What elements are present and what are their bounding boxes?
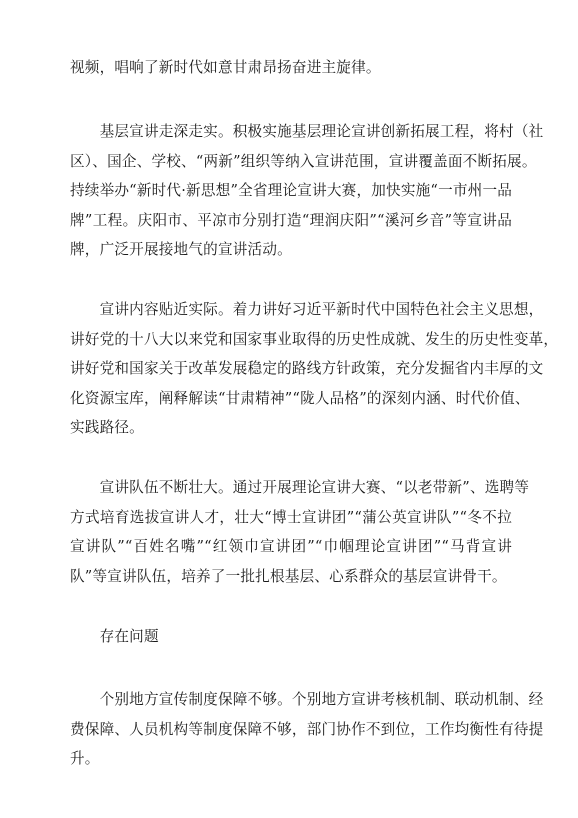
text-line: 牌”工程。庆阳市、平凉市分别打造“理润庆阳”“溪河乡音”等宣讲品 xyxy=(70,211,512,229)
text-line: 个别地方宣传制度保障不够。个别地方宣讲考核机制、联动机制、经 xyxy=(70,691,544,708)
text-line: 实践路径。 xyxy=(70,419,144,437)
text-line: 方式培育选拔宣讲人才，壮大“博士宣讲团”“蒲公英宣讲队”“冬不拉 xyxy=(70,508,512,526)
text-line: 基层宣讲走深走实。积极实施基层理论宣讲创新拓展工程，将村（社 xyxy=(70,123,544,140)
paragraph-grassroots-lectures xyxy=(70,117,544,265)
text-line: 化资源宝库，阐释解读“甘肃精神”“陇人品格”的深刻内涵、时代价值、 xyxy=(70,389,530,407)
paragraph-continuation xyxy=(70,53,512,83)
text-line: 牌，广泛开展接地气的宣讲活动。 xyxy=(70,241,292,259)
text-line: 升。 xyxy=(70,750,100,768)
paragraph-lecture-team xyxy=(70,473,530,591)
text-line: 宣讲队”“百姓名嘴”“红领巾宣讲团”“巾帼理论宣讲团”“马背宣讲 xyxy=(70,538,512,556)
paragraph-system-guarantee xyxy=(70,685,544,774)
section-heading-problems xyxy=(70,622,512,652)
text-line: 持续举办“新时代·新思想”全省理论宣讲大赛，加快实施“一市州一品 xyxy=(70,182,513,200)
text-line: 宣讲队伍不断壮大。通过开展理论宣讲大赛、“以老带新”、选聘等 xyxy=(70,479,530,496)
heading-line: 存在问题 xyxy=(70,628,159,645)
text-line: 讲好党和国家关于改革发展稳定的路线方针政策，充分发掘省内丰厚的文 xyxy=(70,360,544,378)
paragraph-lecture-content xyxy=(70,295,559,443)
text-line: 视频，唱响了新时代如意甘肃昂扬奋进主旋律。 xyxy=(70,59,381,76)
text-line: 宣讲内容贴近实际。着力讲好习近平新时代中国特色社会主义思想， xyxy=(70,301,544,318)
text-line: 讲好党的十八大以来党和国家事业取得的历史性成就、发生的历史性变革， xyxy=(70,330,559,348)
text-line: 区）、国企、学校、“两新”组织等纳入宣讲范围，宣讲覆盖面不断拓展。 xyxy=(70,152,537,170)
text-line: 费保障、人员机构等制度保障不够，部门协作不到位，工作均衡性有待提 xyxy=(70,720,544,738)
text-line: 队”等宣讲队伍，培养了一批扎根基层、心系群众的基层宣讲骨干。 xyxy=(70,567,507,585)
